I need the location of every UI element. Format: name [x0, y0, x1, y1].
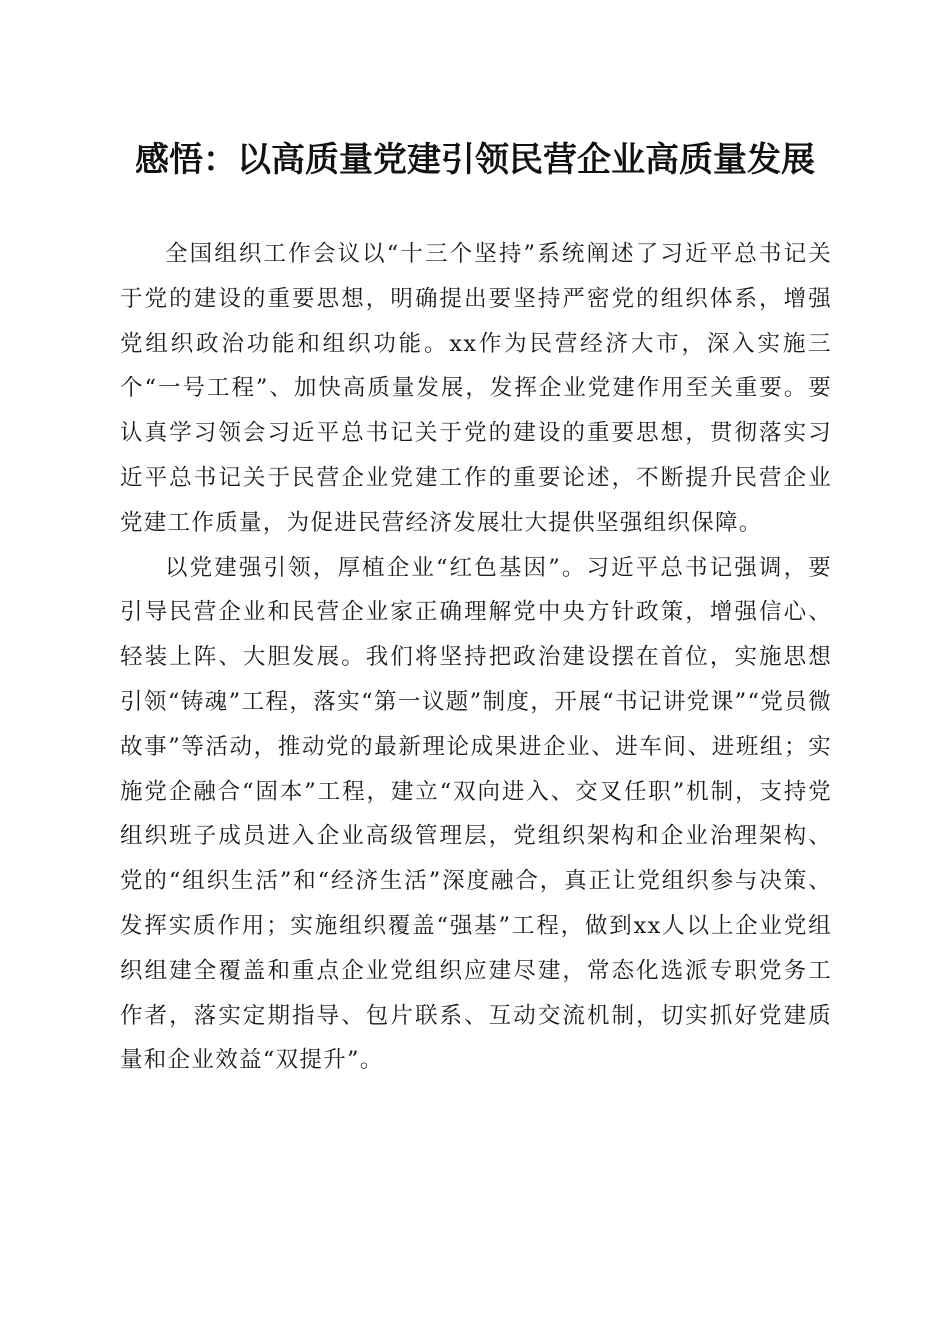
- document-title: 感悟：以高质量党建引领民营企业高质量发展: [135, 140, 815, 180]
- document-body: [120, 232, 832, 1083]
- paragraph-party-building: 以党建强引领，厚植企业“红色基因”。习近平总书记强调，要引导民营企业和民营企业家正确理解党中央方针政策，增强信心、轻装上阵、大胆发展。我们将坚持把政治建设摆在首位，实施思想引领“铸魂”工程，落实“第一议题”制度，开展“书记讲党课”“党员微故事”等活动，推动党的最新理论成果进企业、进车间、进班组；实施党企融合“固本”工程，建立“双向进入、交叉任职”机制，支持党组织班子成员进入企业高级管理层，党组织架构和企业治理架构、党的“组织生活”和“经济生活”深度融合，真正让党组织参与决策、发挥实质作用；实施组织覆盖“强基”工程，做到xx人以上企业党组织组建全覆盖和重点企业党组织应建尽建，常态化选派专职党务工作者，落实定期指导、包片联系、互动交流机制，切实抓好党建质量和企业效益“双提升”。: [120, 554, 832, 1074]
- paragraph-intro: 全国组织工作会议以“十三个坚持”系统阐述了习近平总书记关于党的建设的重要思想，明确提出要坚持严密党的组织体系，增强党组织政治功能和组织功能。xx作为民营经济大市，深入实施三个“一号工程”、加快高质量发展，发挥企业党建作用至关重要。要认真学习领会习近平总书记关于党的建设的重要思想，贯彻落实习近平总书记关于民营企业党建工作的重要论述，不断提升民营企业党建工作质量，为促进民营经济发展壮大提供坚强组织保障。: [120, 241, 832, 536]
